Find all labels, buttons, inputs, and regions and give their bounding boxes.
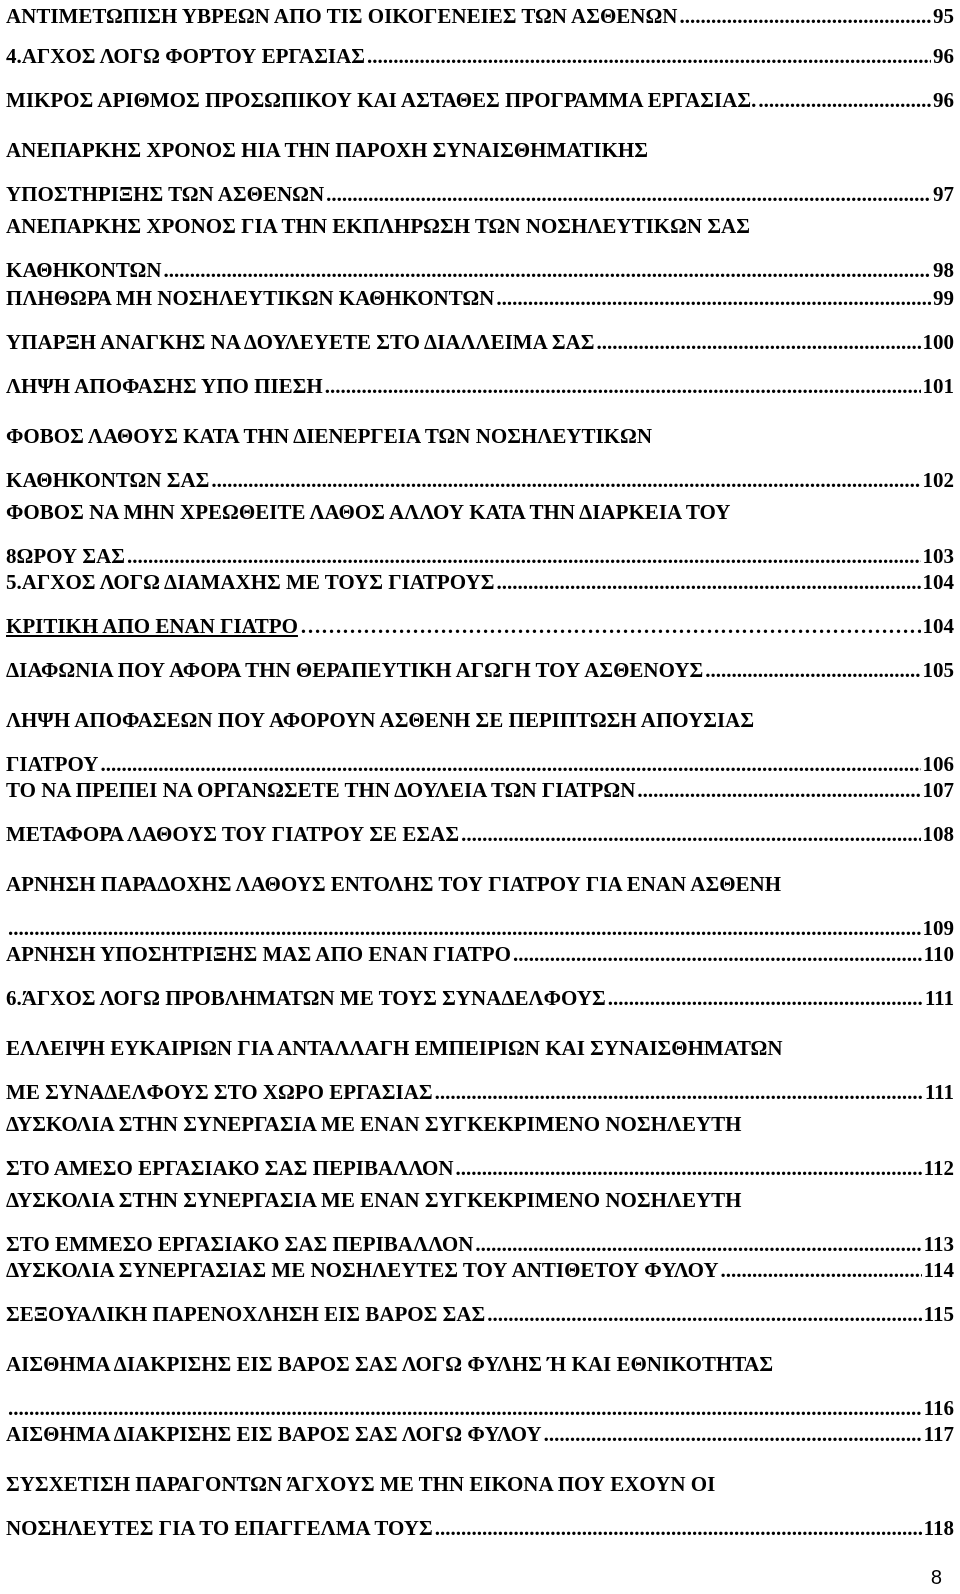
toc-entry-title: ΚΑΘΗΚΟΝΤΩΝ [6, 258, 162, 282]
toc-entry-title: ΝΟΣΗΛΕΥΤΕΣ ΓΙΑ ΤΟ ΕΠΑΓΓΕΛΜΑ ΤΟΥΣ [6, 1516, 433, 1540]
toc-entry-title: ΑΡΝΗΣΗ ΥΠΟΣΗΤΡΙΞΗΣ ΜΑΣ ΑΠΟ ΕΝΑΝ ΓΙΑΤΡΟ [6, 942, 511, 966]
toc-entry-page: 97 [933, 182, 954, 206]
dot-leader [325, 370, 921, 402]
toc-entry-page: 109 [922, 916, 954, 940]
toc-entry[interactable] [6, 0, 954, 32]
toc-entry-page: 107 [922, 778, 954, 802]
toc-entry[interactable] [6, 282, 954, 314]
page-number: 8 [930, 1567, 942, 1589]
toc-entry[interactable] [6, 1298, 954, 1330]
toc-entry-leader-line [6, 566, 954, 598]
toc-entry-title: ΥΠΟΣΤΗΡΙΞΗΣ ΤΩΝ ΑΣΘΕΝΩΝ [6, 182, 325, 206]
toc-entry-page: 104 [922, 570, 954, 594]
toc-entry[interactable] [6, 84, 954, 116]
toc-entry-title: ΣΤΟ ΑΜΕΣΟ ΕΡΓΑΣΙΑΚΟ ΣΑΣ ΠΕΡΙΒΑΛΛΟΝ [6, 1156, 454, 1180]
toc-entry[interactable] [6, 1418, 954, 1450]
dot-leader [496, 566, 920, 598]
toc-entry-title-line: ΔΥΣΚΟΛΙΑ ΣΤΗΝ ΣΥΝΕΡΓΑΣΙΑ ΜΕ ΕΝΑΝ ΣΥΓΚΕΚΡΙΜΕΝΟ ΝΟΣΗΛΕΥΤΗ [6, 1112, 742, 1136]
toc-entry-leader-line [6, 1506, 954, 1550]
dot-leader [513, 938, 922, 970]
toc-entry-title: ΣΕΞΟΥΑΛΙΚΗ ΠΑΡΕΝΟΧΛΗΣΗ ΕΙΣ ΒΑΡΟΣ ΣΑΣ [6, 1302, 486, 1326]
toc-entry-title: ΔΥΣΚΟΛΙΑ ΣΥΝΕΡΓΑΣΙΑΣ ΜΕ ΝΟΣΗΛΕΥΤΕΣ ΤΟΥ ΑΝΤΙΘΕΤΟΥ ΦΥΛΟΥ [6, 1258, 719, 1282]
toc-entry-title: ΥΠΑΡΞΗ ΑΝΑΓΚΗΣ ΝΑ ΔΟΥΛΕΥΕΤΕ ΣΤΟ ΔΙΑΛΛΕΙΜΑ ΣΑΣ [6, 330, 595, 354]
toc-entry-title: ΛΗΨΗ ΑΠΟΦΑΣΗΣ ΥΠΟ ΠΙΕΣΗ [6, 374, 323, 398]
toc-entry-page: 115 [923, 1302, 954, 1326]
dot-leader [597, 326, 921, 358]
toc-entry-title-line: ΦΟΒΟΣ ΛΑΘΟΥΣ ΚΑΤΑ ΤΗΝ ΔΙΕΝΕΡΓΕΙΑ ΤΩΝ ΝΟΣΗΛΕΥΤΙΚΩΝ [6, 424, 652, 448]
toc-entry-leader-line [6, 982, 954, 1014]
toc-entry[interactable] [6, 326, 954, 358]
toc-entry[interactable] [6, 1102, 954, 1190]
toc-entry-title-line: ΛΗΨΗ ΑΠΟΦΑΣΕΩΝ ΠΟΥ ΑΦΟΡΟΥΝ ΑΣΘΕΝΗ ΣΕ ΠΕΡΙΠΤΩΣΗ ΑΠΟΥΣΙΑΣ [6, 708, 755, 732]
toc-entry-leader-line [6, 774, 954, 806]
toc-entry-title-line: ΔΥΣΚΟΛΙΑ ΣΤΗΝ ΣΥΝΕΡΓΑΣΙΑ ΜΕ ΕΝΑΝ ΣΥΓΚΕΚΡΙΜΕΝΟ ΝΟΣΗΛΕΥΤΗ [6, 1188, 742, 1212]
toc-entry[interactable] [6, 204, 954, 292]
toc-entry[interactable] [6, 1254, 954, 1286]
toc-entry-title: 4.ΑΓΧΟΣ ΛΟΓΩ ΦΟΡΤΟΥ ΕΡΓΑΣΙΑΣ [6, 44, 365, 68]
toc-entry-page: 111 [924, 1080, 954, 1104]
toc-entry-leader-line [6, 654, 954, 686]
toc-entry-leader-line [6, 818, 954, 850]
toc-entry-title: 8ΩΡΟΥ ΣΑΣ [6, 544, 125, 568]
toc-entry-page: 104 [922, 614, 954, 638]
dot-leader [461, 818, 920, 850]
toc-entry-page: 99 [933, 286, 954, 310]
toc-entry[interactable] [6, 1462, 954, 1550]
toc-entry[interactable] [6, 654, 954, 686]
dot-leader [758, 84, 931, 116]
toc-entry-title: ΣΤΟ ΕΜΜΕΣΟ ΕΡΓΑΣΙΑΚΟ ΣΑΣ ΠΕΡΙΒΑΛΛΟΝ [6, 1232, 474, 1256]
toc-entry-title: ΑΝΤΙΜΕΤΩΠΙΣΗ ΥΒΡΕΩΝ ΑΠΟ ΤΙΣ ΟΙΚΟΓΕΝΕΙΕΣ ΤΩΝ ΑΣΘΕΝΩΝ [6, 4, 678, 28]
toc-entry-leader-line [6, 84, 954, 116]
toc-entry-title: 6.ΆΓΧΟΣ ΛΟΓΩ ΠΡΟΒΛΗΜΑΤΩΝ ΜΕ ΤΟΥΣ ΣΥΝΑΔΕΛΦΟΥΣ [6, 986, 606, 1010]
toc-entry[interactable] [6, 566, 954, 598]
toc-entry[interactable] [6, 1026, 954, 1114]
toc-entry[interactable] [6, 610, 954, 642]
toc-entry-page: 95 [933, 4, 954, 28]
toc-entry[interactable] [6, 774, 954, 806]
toc-entry-title: ΔΙΑΦΩΝΙΑ ΠΟΥ ΑΦΟΡΑ ΤΗΝ ΘΕΡΑΠΕΥΤΙΚΗ ΑΓΩΓΗ ΤΟΥ ΑΣΘΕΝΟΥΣ [6, 658, 704, 682]
dot-leader [496, 282, 931, 314]
toc-entry-title: ΚΡΙΤΙΚΗ ΑΠΟ ΕΝΑΝ ΓΙΑΤΡΟ [6, 614, 298, 638]
toc-entry[interactable] [6, 128, 954, 216]
toc-entry[interactable] [6, 40, 954, 72]
dot-leader [300, 610, 921, 642]
dot-leader [637, 774, 920, 806]
toc-entry-leader-line [6, 282, 954, 314]
toc-entry-title: ΜΕΤΑΦΟΡΑ ΛΑΘΟΥΣ ΤΟΥ ΓΙΑΤΡΟΥ ΣΕ ΕΣΑΣ [6, 822, 460, 846]
dot-leader [721, 1254, 922, 1286]
toc-entry-title: ΠΛΗΘΩΡΑ ΜΗ ΝΟΣΗΛΕΥΤΙΚΩΝ ΚΑΘΗΚΟΝΤΩΝ [6, 286, 495, 310]
toc-entry-page: 118 [923, 1516, 954, 1540]
toc-entry-title: ΜΙΚΡΟΣ ΑΡΙΘΜΟΣ ΠΡΟΣΩΠΙΚΟΥ ΚΑΙ ΑΣΤΑΘΕΣ ΠΡΟΓΡΑΜΜΑ ΕΡΓΑΣΙΑΣ. [6, 88, 757, 112]
dot-leader [544, 1418, 922, 1450]
toc-entry-title-line: ΑΝΕΠΑΡΚΗΣ ΧΡΟΝΟΣ ΓΙΑ ΤΗΝ ΕΚΠΛΗΡΩΣΗ ΤΩΝ ΝΟΣΗΛΕΥΤΙΚΩΝ ΣΑΣ [6, 214, 750, 238]
dot-leader [705, 654, 920, 686]
toc-entry-leader-line [6, 610, 954, 642]
toc-entry-page: 100 [922, 330, 954, 354]
toc-entry-title-line: ΦΟΒΟΣ ΝΑ ΜΗΝ ΧΡΕΩΘΕΙΤΕ ΛΑΘΟΣ ΑΛΛΟΥ ΚΑΤΑ ΤΗΝ ΔΙΑΡΚΕΙΑ ΤΟΥ [6, 500, 731, 524]
toc-entry[interactable] [6, 938, 954, 970]
toc-entry-leader-line [6, 1418, 954, 1450]
toc-entry-title: ΑΙΣΘΗΜΑ ΔΙΑΚΡΙΣΗΣ ΕΙΣ ΒΑΡΟΣ ΣΑΣ ΛΟΓΩ ΦΥΛΟΥ [6, 1422, 542, 1446]
toc-entry-page: 102 [922, 468, 954, 492]
toc-entry-page: 108 [922, 822, 954, 846]
toc-entry[interactable] [6, 414, 954, 502]
toc-entry-leader-line [6, 326, 954, 358]
toc-entry-leader-line [6, 1298, 954, 1330]
dot-leader [608, 982, 923, 1014]
toc-entry-leader-line [6, 1254, 954, 1286]
toc-entry-page: 106 [922, 752, 954, 776]
toc-entry-page: 110 [923, 942, 954, 966]
toc-entry-leader-line [6, 0, 954, 32]
dot-leader [679, 0, 931, 32]
toc-entry-title-line: ΑΝΕΠΑΡΚΗΣ ΧΡΟΝΟΣ ΗΙΑ ΤΗΝ ΠΑΡΟΧΗ ΣΥΝΑΙΣΘΗΜΑΤΙΚΗΣ [6, 138, 648, 162]
toc-entry-title-line: ΑΙΣΘΗΜΑ ΔΙΑΚΡΙΣΗΣ ΕΙΣ ΒΑΡΟΣ ΣΑΣ ΛΟΓΩ ΦΥΛΗΣ Ή ΚΑΙ ΕΘΝΙΚΟΤΗΤΑΣ [6, 1352, 774, 1376]
toc-entry-title: ΓΙΑΤΡΟΥ [6, 752, 99, 776]
toc-entry[interactable] [6, 818, 954, 850]
toc-entry-page: 111 [924, 986, 954, 1010]
toc-entry-title: ΚΑΘΗΚΟΝΤΩΝ ΣΑΣ [6, 468, 210, 492]
toc-entry-title: ΤΟ ΝΑ ΠΡΕΠΕΙ ΝΑ ΟΡΓΑΝΩΣΕΤΕ ΤΗΝ ΔΟΥΛΕΙΑ ΤΩΝ ΓΙΑΤΡΩΝ [6, 778, 636, 802]
toc-entry-title-line: ΕΛΛΕΙΨΗ ΕΥΚΑΙΡΙΩΝ ΓΙΑ ΑΝΤΑΛΛΑΓΗ ΕΜΠΕΙΡΙΩΝ ΚΑΙ ΣΥΝΑΙΣΘΗΜΑΤΩΝ [6, 1036, 783, 1060]
toc-entry[interactable] [6, 982, 954, 1014]
toc-entry-page: 96 [933, 44, 954, 68]
toc-entry-page: 114 [923, 1258, 954, 1282]
toc-entry-title: 5.ΑΓΧΟΣ ΛΟΓΩ ΔΙΑΜΑΧΗΣ ΜΕ ΤΟΥΣ ΓΙΑΤΡΟΥΣ [6, 570, 495, 594]
toc-entry[interactable] [6, 490, 954, 578]
toc-entry[interactable] [6, 1342, 954, 1430]
toc-entry-page: 96 [933, 88, 954, 112]
toc-entry-title-line: ΣΥΣΧΕΤΙΣΗ ΠΑΡΑΓΟΝΤΩΝ ΆΓΧΟΥΣ ΜΕ ΤΗΝ ΕΙΚΟΝΑ ΠΟΥ ΕΧΟΥΝ ΟΙ [6, 1472, 716, 1496]
toc-entry-page: 103 [922, 544, 954, 568]
toc-entry-title-line: ΑΡΝΗΣΗ ΠΑΡΑΔΟΧΗΣ ΛΑΘΟΥΣ ΕΝΤΟΛΗΣ ΤΟΥ ΓΙΑΤΡΟΥ ΓΙΑ ΕΝΑΝ ΑΣΘΕΝΗ [6, 872, 782, 896]
dot-leader [487, 1298, 921, 1330]
toc-entry[interactable] [6, 862, 954, 950]
toc-entry-page: 98 [933, 258, 954, 282]
toc-entry-page: 116 [923, 1396, 954, 1420]
toc-entry[interactable] [6, 370, 954, 402]
toc-entry-title: ΜΕ ΣΥΝΑΔΕΛΦΟΥΣ ΣΤΟ ΧΩΡΟ ΕΡΓΑΣΙΑΣ [6, 1080, 433, 1104]
toc-entry[interactable] [6, 1178, 954, 1266]
toc-entry-leader-line [6, 40, 954, 72]
toc-entry-page: 101 [922, 374, 954, 398]
toc-entry[interactable] [6, 698, 954, 786]
toc-entry-page: 113 [923, 1232, 954, 1256]
dot-leader [435, 1506, 922, 1550]
toc-entry-leader-line [6, 370, 954, 402]
toc-entry-leader-line [6, 938, 954, 970]
toc-entry-page: 105 [922, 658, 954, 682]
toc-entry-page: 117 [923, 1422, 954, 1446]
dot-leader [367, 40, 931, 72]
toc-entry-page: 112 [923, 1156, 954, 1180]
